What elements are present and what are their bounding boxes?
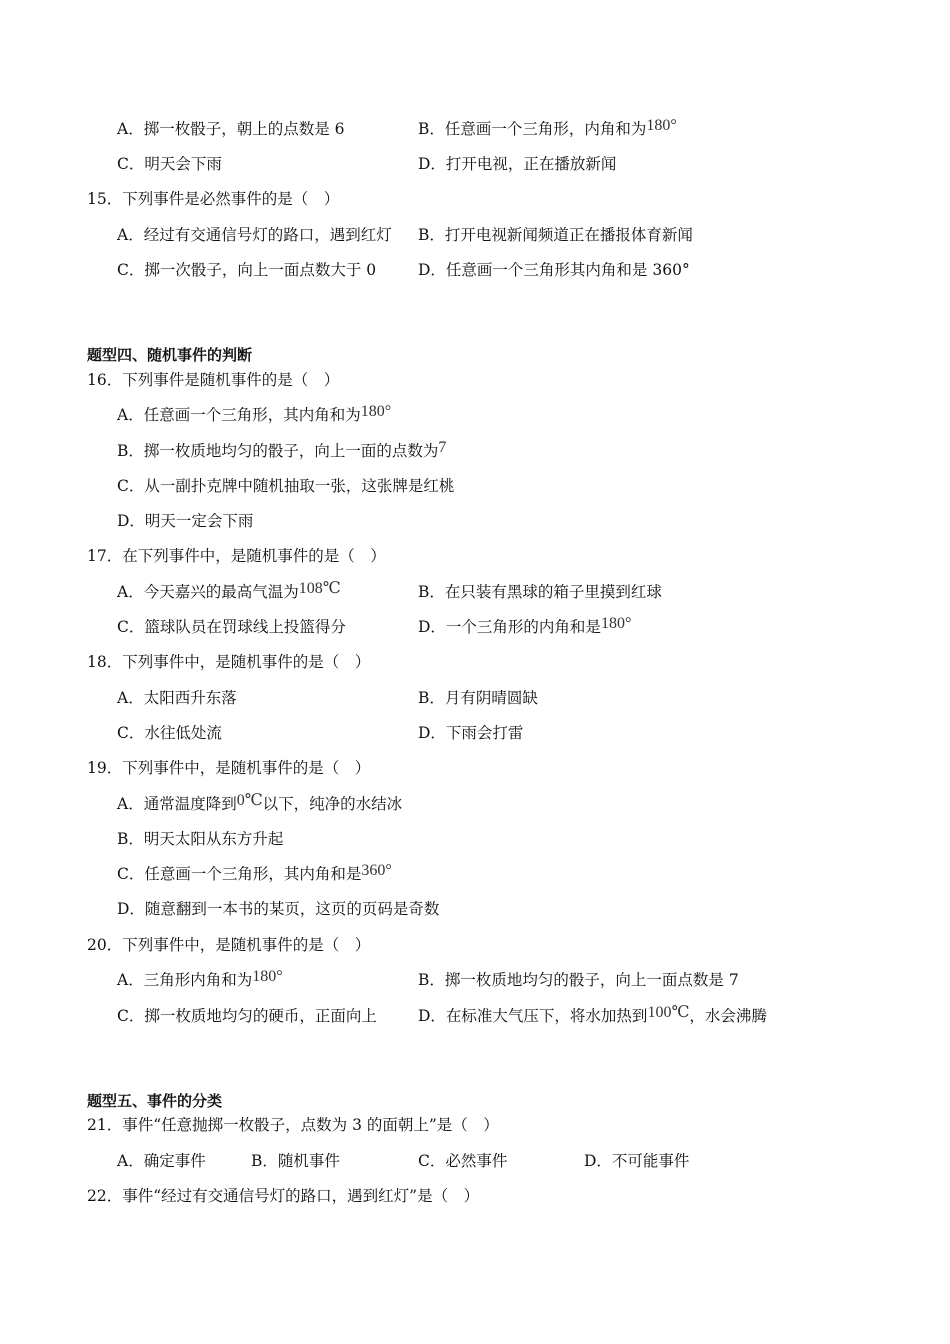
q20-option-d: D．在标准大气压下，将水加热到100℃，水会沸腾 <box>418 1004 767 1025</box>
q16-option-b: B．掷一枚质地均匀的骰子，向上一面的点数为7 <box>117 439 447 460</box>
q18-stem: 18．下列事件中，是随机事件的是（ ） <box>87 653 371 671</box>
math-108-celsius: 108℃ <box>298 580 341 597</box>
q16-stem: 16．下列事件是随机事件的是（ ） <box>87 371 340 389</box>
math-0-celsius: 0℃ <box>236 792 263 809</box>
section-5-title: 题型五、事件的分类 <box>87 1092 223 1110</box>
math-180-deg: 180° <box>360 403 392 420</box>
q20-option-b: B．掷一枚质地均匀的骰子，向上一面点数是 7 <box>418 971 739 989</box>
q20-stem: 20．下列事件中，是随机事件的是（ ） <box>87 936 371 954</box>
q18-option-c: C．水往低处流 <box>117 724 222 742</box>
q17-option-a: A．今天嘉兴的最高气温为108℃ <box>117 580 341 601</box>
q16-option-d: D．明天一定会下雨 <box>117 512 254 530</box>
q19-stem: 19．下列事件中，是随机事件的是（ ） <box>87 759 371 777</box>
q15-stem: 15．下列事件是必然事件的是（ ） <box>87 190 340 208</box>
q17-option-c: C．篮球队员在罚球线上投篮得分 <box>117 618 346 636</box>
math-180-deg: 180° <box>600 615 632 632</box>
q20-option-a: A．三角形内角和为180° <box>117 968 283 989</box>
q18-option-a: A．太阳西升东落 <box>117 689 237 707</box>
q18-option-b: B．月有阴晴圆缺 <box>418 689 538 707</box>
q21-option-d: D．不可能事件 <box>584 1152 690 1170</box>
math-7: 7 <box>438 439 447 456</box>
q18-option-d: D．下雨会打雷 <box>418 724 524 742</box>
q14-option-d: D．打开电视，正在播放新闻 <box>418 155 617 173</box>
q14-option-a: A．掷一枚骰子，朝上的点数是 6 <box>117 120 345 138</box>
q19-option-b: B．明天太阳从东方升起 <box>117 830 284 848</box>
math-360-deg: 360° <box>361 862 392 879</box>
q15-option-d: D．任意画一个三角形其内角和是 360° <box>418 261 690 279</box>
q14-option-c: C．明天会下雨 <box>117 155 222 173</box>
q17-stem: 17．在下列事件中，是随机事件的是（ ） <box>87 547 386 565</box>
q16-option-a: A．任意画一个三角形，其内角和为180° <box>117 403 392 424</box>
q17-option-d: D．一个三角形的内角和是180° <box>418 615 632 636</box>
q21-option-a: A．确定事件 <box>117 1152 206 1170</box>
section-4-title: 题型四、随机事件的判断 <box>87 346 253 364</box>
q20-option-c: C．掷一枚质地均匀的硬币，正面向上 <box>117 1007 377 1025</box>
q19-option-a: A．通常温度降到0℃以下，纯净的水结冰 <box>117 792 403 813</box>
q14-option-b: B．任意画一个三角形，内角和为180° <box>418 117 677 138</box>
q21-stem: 21．事件“任意抛掷一枚骰子，点数为 3 的面朝上”是（ ） <box>87 1116 499 1134</box>
math-180-deg: 180° <box>646 117 677 134</box>
math-180-deg: 180° <box>252 968 283 985</box>
q19-option-d: D．随意翻到一本书的某页，这页的页码是奇数 <box>117 900 440 918</box>
q15-option-c: C．掷一次骰子，向上一面点数大于 0 <box>117 261 377 279</box>
q15-option-b: B．打开电视新闻频道正在播报体育新闻 <box>418 226 693 244</box>
q21-option-b: B．随机事件 <box>251 1152 340 1170</box>
math-100-celsius: 100℃ <box>647 1004 690 1021</box>
q17-option-b: B．在只装有黑球的箱子里摸到红球 <box>418 583 662 601</box>
q15-option-a: A．经过有交通信号灯的路口，遇到红灯 <box>117 226 392 244</box>
q21-option-c: C．必然事件 <box>418 1152 508 1170</box>
q19-option-c: C．任意画一个三角形，其内角和是360° <box>117 862 392 883</box>
q22-stem: 22．事件“经过有交通信号灯的路口，遇到红灯”是（ ） <box>87 1187 480 1205</box>
q16-option-c: C．从一副扑克牌中随机抽取一张，这张牌是红桃 <box>117 477 455 495</box>
